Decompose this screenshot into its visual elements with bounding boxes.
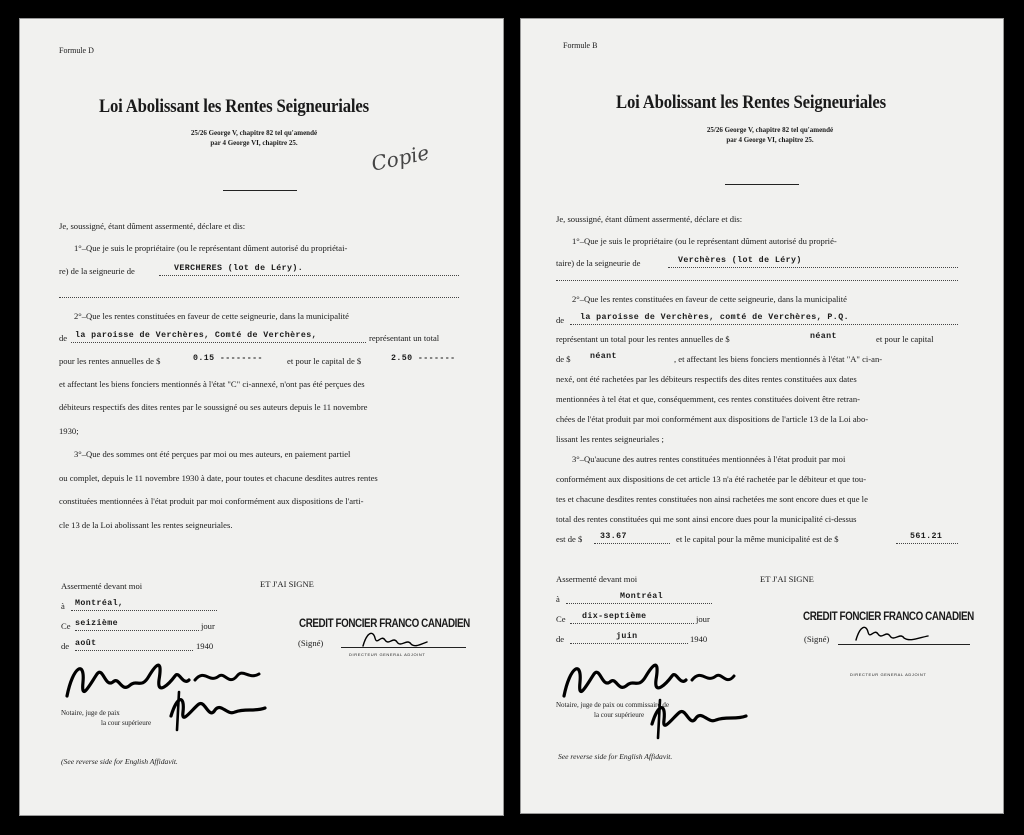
notaire-label: Notaire, juge de paix ou commissaire de	[556, 701, 669, 709]
mois-value: juin	[616, 632, 638, 641]
left-document-page	[19, 18, 504, 816]
right-document-page	[520, 18, 1004, 814]
clause-2-line-3: pour les rentes annuelles de $	[59, 356, 161, 366]
clause-2-line-7: chées de l'état produit par moi conformément aux dispositions de l'article 13 de la Loi abo-	[556, 414, 869, 424]
capital-value: 2.50 -------	[391, 354, 456, 363]
clause-3-capital-label: et le capital pour la même municipalité est de $	[676, 534, 839, 544]
clause-3-line-5: est de $	[556, 534, 583, 544]
clause-1-line-1: 1°–Que je suis le propriétaire (ou le représentant dûment autorisé du proprié-	[572, 236, 837, 246]
total-value: 33.67	[600, 532, 627, 541]
clause-1-line-2: re) de la seigneurie de	[59, 266, 135, 276]
seigneurie-value: Verchères (lot de Léry)	[678, 256, 802, 265]
clause-3-line-1: 3°–Que des sommes ont été perçues par moi ou mes auteurs, en paiement partiel	[74, 449, 351, 459]
divider	[725, 184, 799, 185]
stamped-signature	[852, 620, 932, 646]
clause-2-line-3: de $	[556, 354, 571, 364]
municipalite-value: la paroisse de Verchères, Comté de Verchères,	[75, 331, 318, 340]
directeur-label: DIRECTEUR GENERAL ADJOINT	[850, 672, 927, 677]
handwritten-signature	[59, 646, 269, 736]
clause-2-line-1: 2°–Que les rentes constituées en faveur de cette seigneurie, dans la municipalité	[572, 294, 847, 304]
clause-2-line-4: , et affectant les biens fonciers mentionnés à l'état "A" ci-an-	[674, 354, 883, 364]
jour-label: jour	[696, 614, 710, 624]
clause-1-line-1: 1°–Que je suis le propriétaire (ou le représentant dûment autorisé du propriétai-	[74, 243, 348, 253]
clause-3-line-4: total des rentes constituées qui me sont ainsi encore dues pour la municipalité ci-dessus	[556, 514, 857, 524]
notaire-label: Notaire, juge de paix	[61, 709, 120, 717]
cour-label: la cour supérieure	[101, 719, 152, 727]
clause-2-line-1: 2°–Que les rentes constituées en faveur de cette seigneurie, dans la municipalité	[74, 311, 349, 321]
directeur-label: DIRECTEUR GENERAL ADJOINT	[349, 652, 426, 657]
a-label: à	[61, 601, 65, 611]
lieu-value: Montréal,	[75, 599, 124, 608]
assermente-label: Assermenté devant moi	[61, 581, 143, 591]
handwritten-signature	[556, 640, 756, 740]
clause-2-line-5: nexé, ont été rachetées par les débiteurs respectifs des dites rentes constituées aux dates	[556, 374, 857, 384]
clause-2-de: de	[59, 333, 68, 343]
english-affidavit-note: See reverse side for English Affidavit.	[558, 752, 673, 761]
et-jai-signe-label: ET J'AI SIGNE	[760, 574, 814, 584]
clause-2-line-5: débiteurs respectifs des dites rentes par le soussigné ou ses auteurs depuis le 11 novembre	[59, 402, 368, 412]
capital-value: néant	[590, 352, 617, 361]
clause-2-capital-label: et pour le capital	[876, 334, 934, 344]
de-label: de	[61, 641, 70, 651]
rentes-value: néant	[810, 332, 837, 341]
clause-2-line-4: et affectant les biens fonciers mentionnés à l'état "C" ci-annexé, n'ont pas été perçues des	[59, 379, 365, 389]
company-stamp: CREDIT FONCIER FRANCO CANADIEN	[299, 616, 470, 630]
english-affidavit-note: (See reverse side for English Affidavit.	[61, 757, 178, 766]
capital-total-value: 561.21	[910, 532, 943, 541]
stamped-signature	[359, 626, 429, 652]
seigneurie-value: VERCHERES (lot de Léry).	[174, 264, 304, 273]
clause-3-line-2: ou complet, depuis le 11 novembre 1930 à date, pour toutes et chacune desdites autres rentes	[59, 473, 378, 483]
clause-3-line-4: cle 13 de la Loi abolissant les rentes seigneuriales.	[59, 520, 233, 530]
jour-value: seizième	[75, 619, 119, 628]
rentes-value: 0.15 --------	[193, 354, 263, 363]
jour-label: jour	[201, 621, 215, 631]
statute-reference: 25/26 George V, chapitre 82 tel qu'amendé par 4 George VI, chapitre 25.	[190, 129, 318, 147]
clause-2-line-6: 1930;	[59, 426, 79, 436]
clause-2-line-2: représentant un total	[369, 333, 440, 343]
signe-label: (Signé)	[298, 638, 324, 648]
form-label: Formule D	[59, 46, 94, 55]
clause-3-line-1: 3°–Qu'aucune des autres rentes constituées mentionnées à l'état produit par moi	[572, 454, 846, 464]
clause-2-line-2: représentant un total pour les rentes annuelles de $	[556, 334, 730, 344]
assermente-label: Assermenté devant moi	[556, 574, 638, 584]
divider	[223, 190, 297, 191]
cour-label: la cour supérieure	[594, 711, 645, 719]
clause-3-line-3: constituées mentionnées à l'état produit par moi conformément aux dispositions de l'arti-	[59, 496, 364, 506]
jour-value: dix-septième	[582, 612, 647, 621]
clause-2-line-6: mentionnées à tel état et que, conséquemment, ces rentes constituées doivent être retran-	[556, 394, 861, 404]
clause-3-line-3: tes et chacune desdites rentes constituées non ainsi rachetées me sont encore dues et que le	[556, 494, 868, 504]
statute-reference: 25/26 George V, chapitre 82 tel qu'amendé par 4 George VI, chapitre 25.	[706, 126, 834, 144]
ce-label: Ce	[556, 614, 566, 624]
page-title: Loi Abolissant les Rentes Seigneuriales	[99, 96, 369, 117]
ce-label: Ce	[61, 621, 71, 631]
annee-value: 1940	[196, 641, 214, 651]
clause-2-de: de	[556, 315, 565, 325]
signe-label: (Signé)	[804, 634, 830, 644]
de-label: de	[556, 634, 565, 644]
form-label: Formule B	[563, 41, 598, 50]
intro-text: Je, soussigné, étant dûment assermenté, déclare et dis:	[59, 221, 246, 231]
annee-value: 1940	[690, 634, 708, 644]
company-stamp: CREDIT FONCIER FRANCO CANADIEN	[803, 609, 974, 623]
mois-value: août	[75, 639, 97, 648]
et-jai-signe-label: ET J'AI SIGNE	[260, 579, 314, 589]
municipalite-value: la paroisse de Verchères, comté de Verchères, P.Q.	[580, 313, 849, 322]
clause-2-capital-label: et pour le capital de $	[287, 356, 362, 366]
clause-2-line-8: lissant les rentes seigneuriales ;	[556, 434, 664, 444]
page-title: Loi Abolissant les Rentes Seigneuriales	[616, 92, 886, 113]
clause-1-line-2: taire) de la seigneurie de	[556, 258, 641, 268]
copie-handwritten-note: Copie	[369, 140, 432, 176]
a-label: à	[556, 594, 560, 604]
lieu-value: Montréal	[620, 592, 664, 601]
intro-text: Je, soussigné, étant dûment assermenté, déclare et dis:	[556, 214, 743, 224]
clause-3-line-2: conformément aux dispositions de cet article 13 n'a été rachetée par le débiteur et que tou-	[556, 474, 867, 484]
